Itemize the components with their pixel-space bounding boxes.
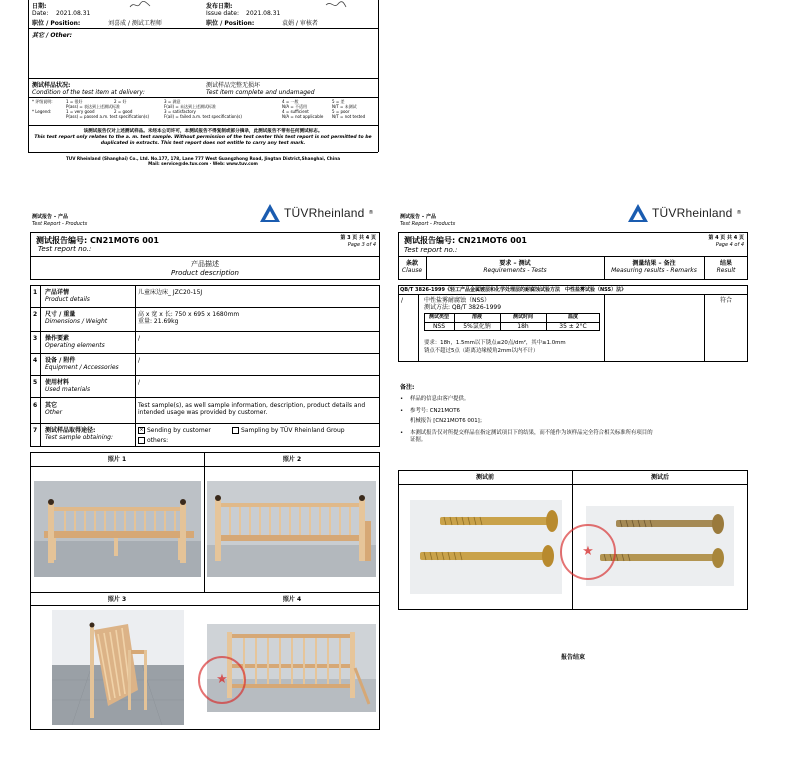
p3-page-en: Page 3 of 4: [347, 242, 376, 248]
legend: * 评级说明: 1 = 很好 2 = 好 3 = 满意 4 = 一般 5 = 差 P(ass) = 表达到上述测试标准 F(ail) = 未达到上述测试标准 N/A = 不适用 N/T = 未测试 * Legend: 1 = very good 2 = good 3 = satisfactory 4 = sufficient 5 = poor P(ass) = passed a.m. test specification(s) F(ail) = failed a.m. test specification(s) N/A = not applicable N/T = not tested: [32, 99, 366, 119]
sub-header-time: 测试时间: [512, 314, 533, 320]
note-item: • 本测试报告仅对所提交样品在指定测试项目下的结果，而不能作为该样品完全符合相关标准所有项目的: [400, 430, 653, 436]
checkbox-sending[interactable]: × Sending by customer: [139, 427, 211, 434]
p3-page-cn: 第 3 页 共 4 页: [340, 235, 376, 241]
photo-2-crib-front: [207, 481, 376, 577]
test-method: 测试方法: QB/T 3826-1999: [424, 304, 502, 311]
condition-value: 测试样品完整无损坏: [206, 82, 261, 89]
issue-label-en: Issue date:: [206, 10, 239, 17]
col-res-cn: 结果: [719, 260, 732, 267]
page-4: [398, 200, 748, 680]
p3-header-cn: 测试报告 – 产品: [32, 214, 68, 220]
p3-section-en: Product description: [170, 269, 239, 277]
tuv-triangle-icon: [260, 204, 280, 222]
test-name: 中性盐雾耐腐蚀（NSS）: [424, 297, 491, 304]
photo-3-label: 照片 3: [107, 596, 127, 603]
sub-value-type: NSS: [432, 323, 446, 330]
note-item: • 样品的信息由客户提供。: [400, 396, 470, 402]
date-label: 日期:: [32, 3, 47, 10]
report-end: 报告结束: [560, 654, 585, 661]
p3-tuv-logo: TÜVRheinland ®: [260, 204, 373, 222]
p4-report-label-en: Test report no.:: [404, 246, 458, 254]
col-req-cn: 要求 – 测试: [499, 260, 531, 267]
footer-address: TUV Rheinland (Shanghai) Co., Ltd. No.177, 178, Lane 777 West Guangzhong Road, Jingtan District,Shanghai, China Mail: service@de.tuv.com · Web: www.tuv.com: [65, 156, 341, 166]
photo-after-label: 测试后: [650, 474, 669, 481]
date-value: 2021.08.31: [56, 10, 91, 17]
sub-header-solution: 溶液: [471, 314, 482, 320]
p3-section-cn: 产品描述: [191, 260, 219, 268]
top-page: [28, 0, 378, 175]
requirement-1: 要求：18h，1.5mm以下锈点≤20点/dm²，其中≥1.0mm: [424, 340, 566, 346]
p4-tuv-logo: TÜVRheinland ®: [628, 204, 741, 222]
date-label-en: Date:: [32, 10, 49, 17]
reviewer-name: 袁娟 / 审核者: [282, 20, 318, 27]
sub-header-temp: 温度: [567, 314, 578, 320]
sub-header-type: 测试类型: [428, 314, 449, 320]
note-item: 证据。: [410, 437, 427, 443]
condition-label: 测试样品状况:: [32, 82, 71, 89]
photo-3-crib-angle: [52, 610, 184, 725]
p3-report-label: 测试报告编号: CN21MOT6 001: [36, 236, 159, 245]
issue-label: 发布日期:: [206, 3, 233, 10]
p4-report-label: 测试报告编号: CN21MOT6 001: [404, 236, 527, 245]
clause-value: /: [401, 297, 404, 304]
disclaimer: 该测试报告仅对上述测试样品。未经本公司许可，本测试报告不得复制或部分摘录，此测试报告不带有任何测试标志。 This test report only relates to the a. m. test sample. Without permission of the test center this test report is not permitted to be duplicated in extracts. This test report does not entitle to carry any test mark.: [34, 129, 372, 146]
col-clause-en: Clause: [401, 267, 423, 274]
photo-1-label: 照片 1: [107, 456, 127, 463]
signature-reviewer: [324, 0, 348, 10]
sub-value-temp: 35 ± 2°C: [559, 323, 587, 330]
p3-header-en: Test Report - Products: [32, 221, 88, 227]
photo-before-label: 测试前: [475, 474, 494, 481]
photo-2-label: 照片 2: [282, 456, 302, 463]
photo-screws-before: [410, 500, 562, 594]
checkbox-others[interactable]: others:: [138, 437, 168, 444]
signature-tester: [128, 0, 152, 10]
other-label: 其它 / Other:: [32, 32, 73, 39]
col-meas-en: Measuring results - Remarks: [611, 267, 697, 274]
position-label: 职位 / Position:: [32, 20, 81, 27]
condition-value-en: Test item complete and undamaged: [206, 89, 315, 96]
note-item: • 参考号: CN21MOT6: [400, 408, 460, 414]
tester-name: 刘喜成 / 测试工程师: [108, 20, 162, 27]
col-clause-cn: 条款: [405, 260, 418, 267]
standard-title: QB/T 3826-1999《轻工产品金属镀层和化学处理层的耐腐蚀试验方法 中性盐雾试验（NSS）法》: [400, 287, 627, 293]
p3-report-label-en: Test report no.:: [38, 245, 92, 253]
result-value: 符合: [719, 297, 732, 304]
col-meas-cn: 测量结果 – 备注: [632, 260, 676, 267]
notes-list: [400, 396, 740, 444]
issue-value: 2021.08.31: [246, 10, 281, 17]
p4-header-en: Test Report - Products: [400, 221, 456, 227]
p4-header-cn: 测试报告 – 产品: [400, 214, 436, 220]
col-res-en: Result: [716, 267, 736, 274]
p4-page-en: Page 4 of 4: [715, 242, 744, 248]
photo-1-crib-side: [34, 481, 201, 577]
note-item: 机械报告 [CN21MOT6 001]；: [410, 418, 486, 424]
sub-value-time: 18h: [517, 323, 529, 330]
sub-value-solution: 5%氯化钠: [463, 323, 491, 330]
condition-label-en: Condition of the test item at delivery:: [32, 89, 145, 96]
page-3: 测试报告 – 产品 Test Report - Products TÜVRheinland ® 测试报告编号: CN21MOT6 001 Test report no.: 第 3 页 共 4 页 Page 3 of 4 产品描述 Product description 1 产品详情 Product details 儿童床边床_ JZC20-15J 2 尺寸 / 重量 Dimensions / Weight 高 x 宽 x 长: 750 x 695 x 1680mm 重量: 21.69kg 3 操作要素 Operating elements / 4 设备 / 附件 Equipment / Accessories / 5 使用材料 Used materials / 6 其它 Other Test sample(s), as well sample information, description, product details and intended usage was provided by customer. 7 测试样品取得途径: Test sample obtaining: × Sending by customer Sampling by TÜV Rheinland Group others: 照片 1 照片 2 照片 3 照片 4 ★: [30, 200, 380, 740]
notes-title: 备注:: [400, 384, 415, 391]
requirement-2: 锈点不超过5点（距离边缘棱角2mm以内不计）: [424, 348, 539, 354]
photo-4-label: 照片 4: [282, 596, 302, 603]
p4-official-stamp: [560, 524, 616, 580]
checkbox-sampling[interactable]: Sampling by TÜV Rheinland Group: [232, 427, 345, 434]
tuv-triangle-icon: [628, 204, 648, 222]
p4-page-cn: 第 4 页 共 4 页: [708, 235, 744, 241]
p3-official-stamp: [198, 656, 246, 704]
col-req-en: Requirements - Tests: [483, 267, 547, 274]
position-label-2: 职位 / Position:: [206, 20, 255, 27]
